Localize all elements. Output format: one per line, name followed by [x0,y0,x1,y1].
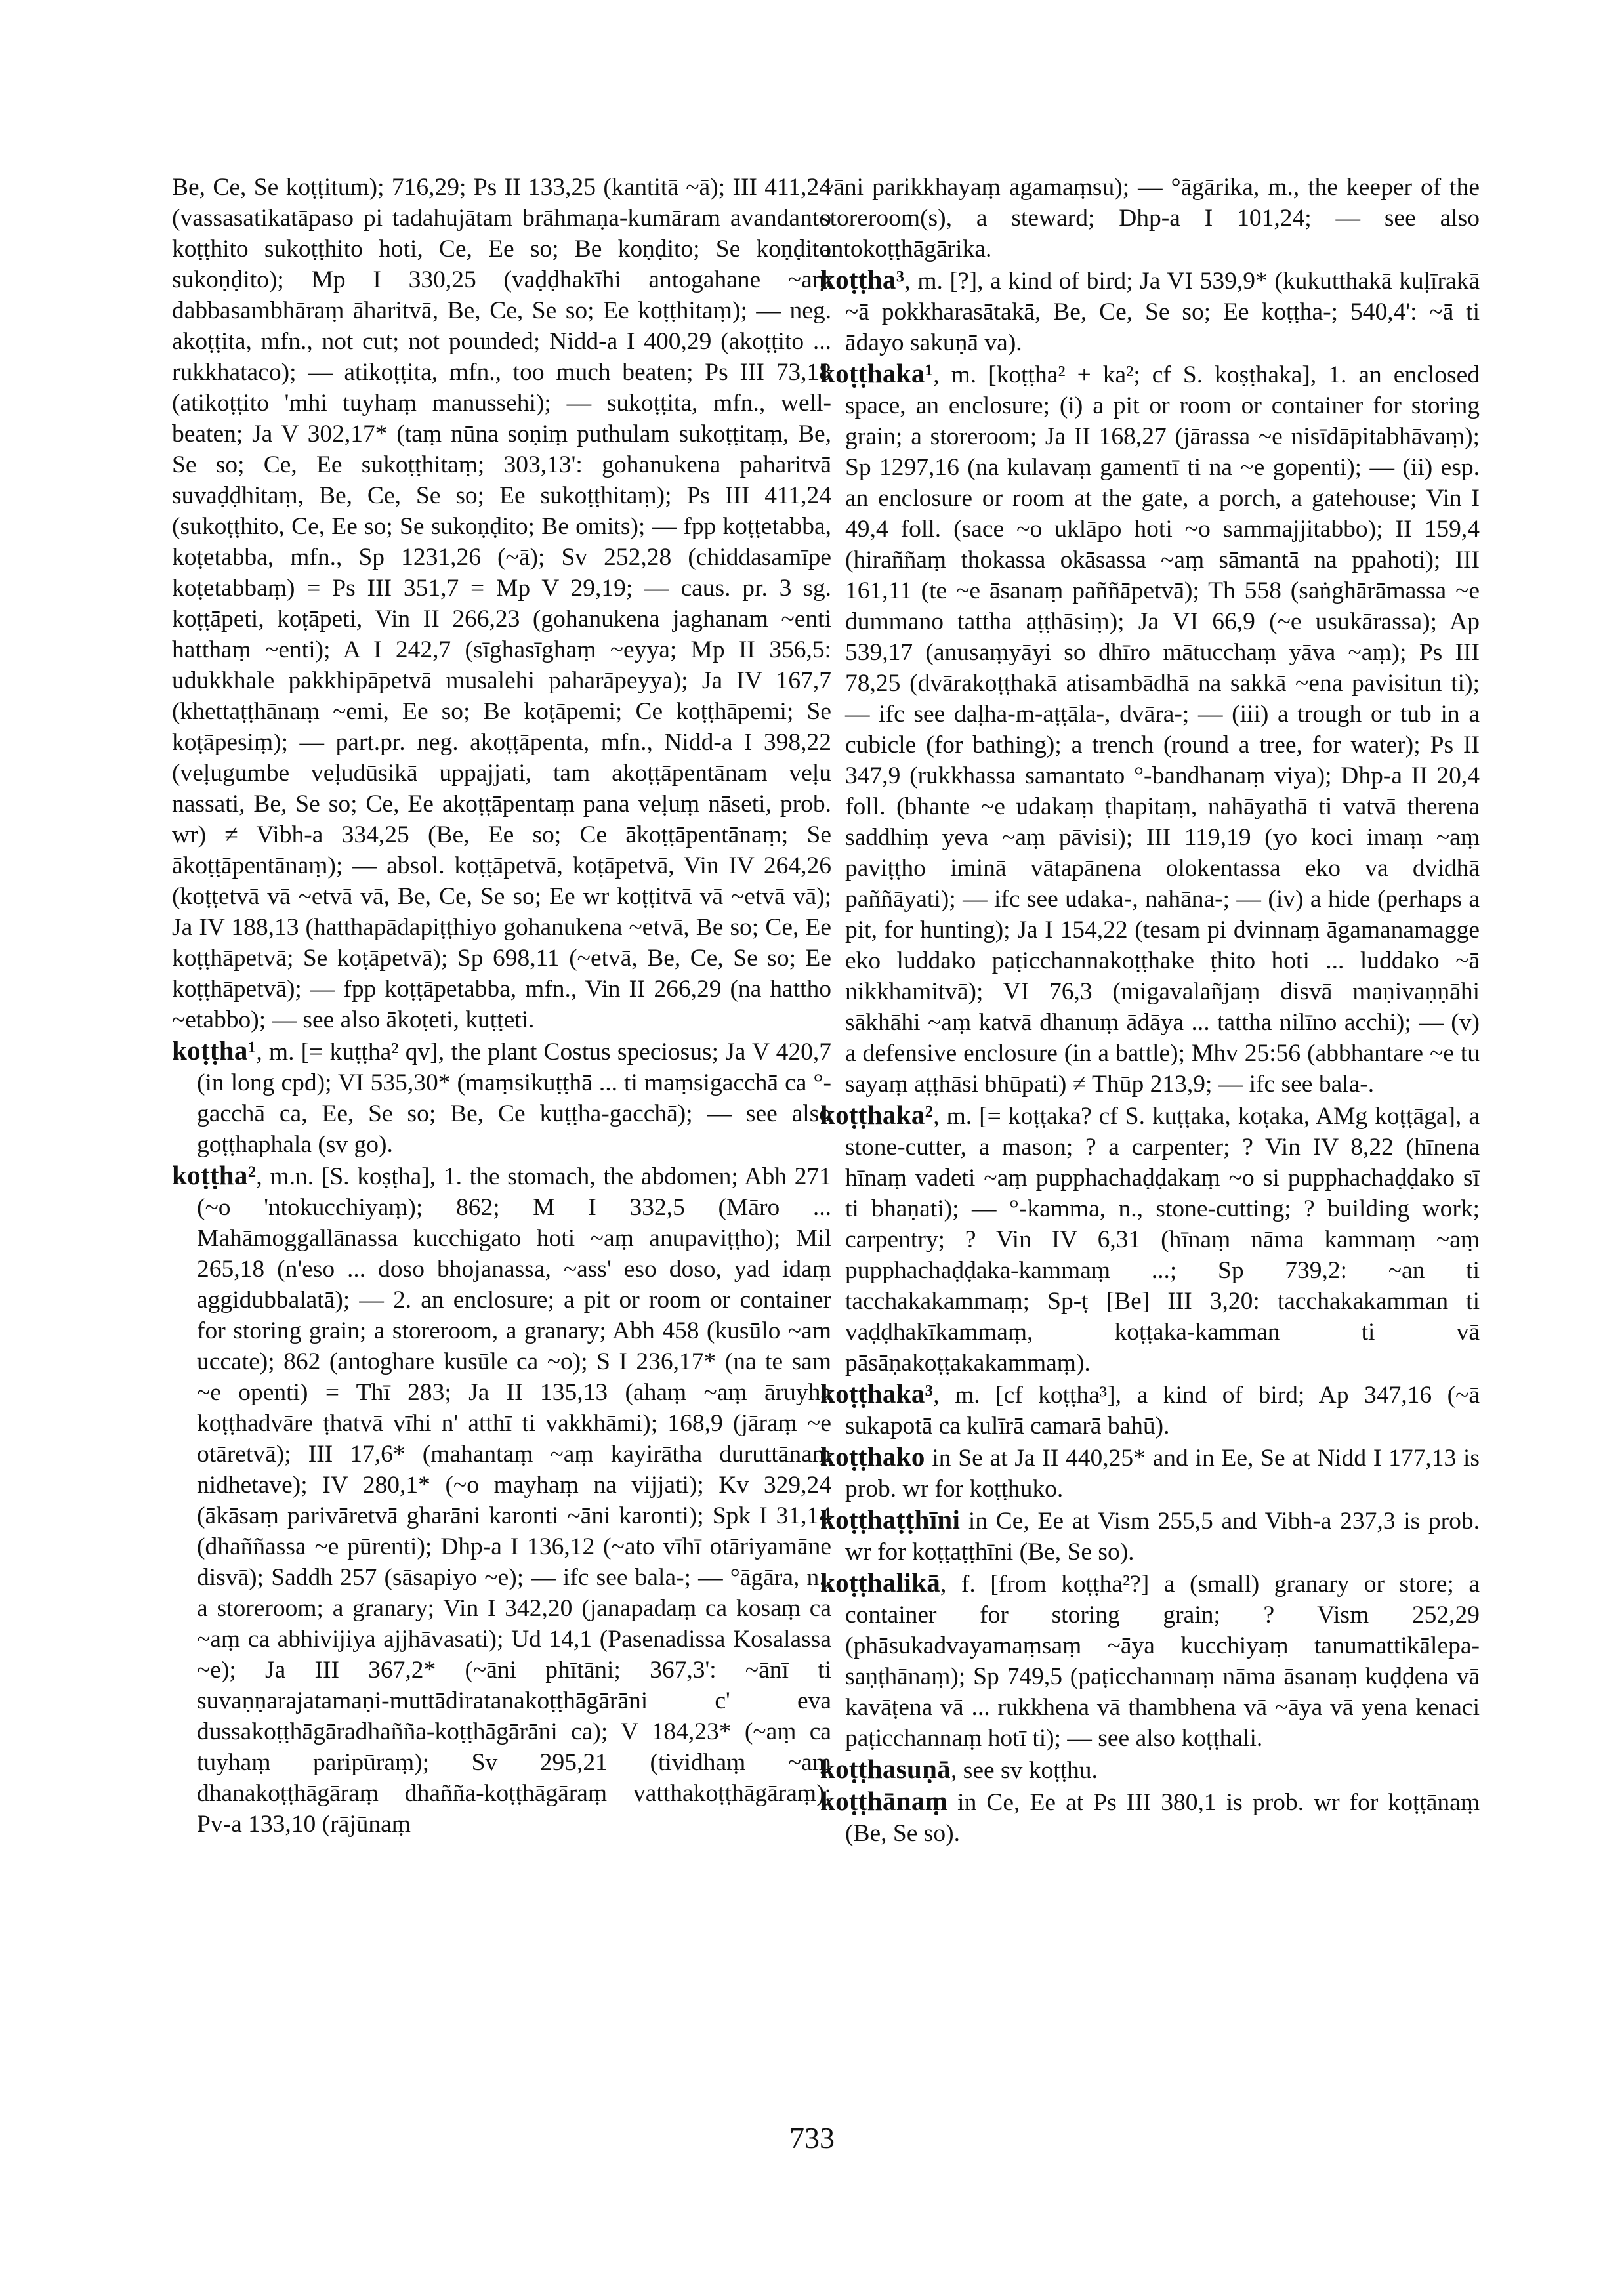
entry-definition: in Ce, Ee at Ps III 380,1 is prob. wr for koṭṭānaṃ (Be, Se so). [845,1789,1480,1847]
entry-headword: koṭṭha³ [820,264,905,295]
entry-headword: koṭṭhasuṇā [820,1754,951,1784]
entry-headword: koṭṭhaṭṭhīni [820,1504,961,1535]
entry-headword: koṭṭhaka² [820,1100,934,1130]
dictionary-entry [820,1100,1480,1378]
page-number: 733 [789,2121,835,2155]
entry-headword: koṭṭhalikā [820,1567,940,1598]
continued-entry-text: ~āni parikkhayaṃ agamaṃsu); — °āgārika, m., the keeper of the storeroom(s), a steward; Dhp-a I 101,24; — see also antokoṭṭhāgārika. [820,174,1480,262]
entry-definition: , f. [from koṭṭha²?] a (small) granary or store; a container for storing grain; ? Vism 252,29 (phāsukadvayamaṃsaṃ ~āya kucchiyaṃ tanumattikālepa-saṇṭhānaṃ); Sp 749,5 (paṭicchannaṃ nāma āsanaṃ kuḍḍena vā kavāṭena vā ... rukkhena vā thambhena vā ~āya vā yena kenaci paṭicchannaṃ hotī ti); — see also koṭṭhali. [845,1571,1480,1752]
dictionary-entry [820,1567,1480,1754]
entry-definition: , m. [?], a kind of bird; Ja VI 539,9* (kukutthakā kuḷīrakā ~ā pokkharasātakā, Be, Ce, Se so; Ee koṭṭha-; 540,4': ~ā ti ādayo sakuṇā va). [845,268,1480,356]
continued-entry-text: Be, Ce, Se koṭṭitum); 716,29; Ps II 133,25 (kantitā ~ā); III 411,24 (vassasatikatāpaso pi tadahujātam brāhmaṇa-kumāram avandanto koṭṭhito sukoṭṭhito hoti, Ce, Ee so; Be koṇḍito; Se koṇḍito sukoṇḍito); Mp I 330,25 (vaḍḍhakīhi antogahane ~aṃ dabbasambhāraṃ āharitvā, Be, Ce, Se so; Ee koṭṭhitaṃ); — neg. akoṭṭita, mfn., not cut; not pounded; Nidd-a I 400,29 (akoṭṭito ... rukkhataco); — atikoṭṭita, mfn., too much beaten; Ps III 73,18 (atikoṭṭito 'mhi tuyhaṃ manussehi); — sukoṭṭita, mfn., well-beaten; Ja V 302,17* (taṃ nūna soṇiṃ puthulam sukoṭṭitaṃ, Be, Se so; Ce, Ee sukoṭṭhitaṃ; 303,13': gohanukena paharitvā suvaḍḍhitaṃ, Be, Ce, Se so; Ee sukoṭṭhitaṃ); Ps III 411,24 (sukoṭṭhito, Ce, Ee so; Se sukoṇḍito; Be omits); — fpp koṭṭetabba, koṭetabba, mfn., Sp 1231,26 (~ā); Sv 252,28 (chiddasamīpe koṭetabbaṃ) = Ps III 351,7 = Mp V 29,19; — caus. pr. 3 sg. koṭṭāpeti, koṭāpeti, Vin II 266,23 (gohanukena jaghanam ~enti hatthaṃ ~enti); A I 242,7 (sīghasīghaṃ ~eyya; Mp II 356,5: udukkhale pakkhipāpetvā musalehi paharāpeyya); Ja IV 167,7 (khettaṭṭhānaṃ ~emi, Ee so; Be koṭāpemi; Ce koṭṭhāpemi; Se koṭāpesiṃ); — part.pr. neg. akoṭṭāpenta, mfn., Nidd-a I 398,22 (veḷugumbe veḷudūsikā uppajjati, tam akoṭṭāpentānam veḷu nassati, Be, Se so; Ce, Ee akoṭṭāpentaṃ pana veḷuṃ nāseti, prob. wr) ≠ Vibh-a 334,25 (Be, Ee so; Ce ākoṭṭāpentānaṃ; Se ākoṭṭāpentānaṃ); — absol. koṭṭāpetvā, koṭāpetvā, Vin IV 264,26 (koṭṭetvā vā ~etvā vā, Be, Ce, Se so; Ee wr koṭṭitvā vā ~etvā vā); Ja IV 188,13 (hatthapādapiṭṭhiyo gohanukena ~etvā, Be so; Ce, Ee koṭṭhāpetvā; Se koṭāpetvā); Sp 698,11 (~etvā, Be, Ce, Se so; Ee koṭṭhāpetvā); — fpp koṭṭāpetabba, mfn., Vin II 266,29 (na hattho ~etabbo); — see also ākoṭeti, kuṭṭeti. [172,174,831,1033]
dictionary-entry [820,1754,1480,1786]
entry-headword: koṭṭhako [820,1441,925,1472]
entry-definition: , m. [cf koṭṭha³], a kind of bird; Ap 347,16 (~ā sukapotā ca kulīrā camarā bahū). [845,1382,1480,1439]
dictionary-entry [172,1035,831,1160]
entry-headword: koṭṭha² [172,1160,257,1190]
dictionary-entry [820,1504,1480,1567]
entry-definition: , see sv koṭṭhu. [950,1757,1098,1784]
left-column [172,172,831,1840]
dictionary-entry [820,1378,1480,1441]
dictionary-entry [820,264,1480,358]
right-column [820,172,1480,1849]
entry-definition: , m.n. [S. koṣṭha], 1. the stomach, the abdomen; Abh 271 (~o 'ntokucchiyaṃ); 862; M I 332,5 (Māro ... Mahāmoggallānassa kucchigato hoti ~aṃ anupaviṭṭho); Mil 265,18 (n'eso ... doso bhojanassa, ~ass' eso doso, yad idaṃ aggidubbalatā); — 2. an enclosure; a pit or room or container for storing grain; a storeroom, a granary; Abh 458 (kusūlo ~am uccate); 862 (antoghare kusūle ca ~o); S I 236,17* (na te sam ~e openti) = Thī 283; Ja II 135,13 (ahaṃ ~aṃ āruyha koṭṭhadvāre ṭhatvā vīhi n' atthī ti vakkhāmi); 168,9 (jāraṃ ~e otāretvā); III 17,6* (mahantaṃ ~aṃ kayirātha duruttānaṃ nidhetave); IV 280,1* (~o mayhaṃ na vijjati); Kv 329,24 (ākāsaṃ parivāretvā gharāni karonti ~āni karonti); Spk I 31,14 (dhaññassa ~e pūrenti); Dhp-a I 136,12 (~ato vīhī otāriyamāne disvā); Saddh 257 (sāsapiyo ~e); — ifc see bala-; — °āgāra, n., a storeroom; a granary; Vin I 342,20 (janapadaṃ ca kosaṃ ca ~aṃ ca abhivijiya ajjhāvasati); Ud 14,1 (Pasenadissa Kosalassa ~e); Ja III 367,2* (~āni phītāni; 367,3': ~ānī ti suvaṇṇarajatamaṇi-muttādiratanakoṭṭhāgārāni c' eva dussakoṭṭhāgāradhañña-koṭṭhāgārāni ca); V 184,23* (~aṃ ca tuyhaṃ paripūraṃ); Sv 295,21 (tividhaṃ ~aṃ dhanakoṭṭhāgāraṃ dhañña-koṭṭhāgāraṃ vatthakoṭṭhāgāraṃ); Pv-a 133,10 (rājūnaṃ [197,1163,831,1838]
dictionary-entry [820,358,1480,1100]
dictionary-entry [820,1786,1480,1849]
dictionary-entry [820,1441,1480,1504]
entry-definition: , m. [= koṭṭaka? cf S. kuṭṭaka, koṭaka, AMg koṭṭāga], a stone-cutter, a mason; ? a carpenter; ? Vin IV 8,22 (hīnena hīnaṃ vadeti ~aṃ pupphachaḍḍakaṃ ~o si pupphachaḍḍako sī ti bhaṇati); — °-kamma, n., stone-cutting; ? building work; carpentry; ? Vin IV 6,31 (hīnaṃ nāma kammaṃ ~aṃ pupphachaḍḍaka-kammaṃ ...; Sp 739,2: ~an ti tacchakakammaṃ; Sp-ṭ [Be] III 3,20: tacchakakamman ti vaḍḍhakīkammaṃ, koṭṭaka-kamman ti vā pāsāṇakoṭṭakakammaṃ). [845,1103,1480,1376]
entry-definition: , m. [= kuṭṭha² qv], the plant Costus speciosus; Ja V 420,7 (in long cpd); VI 535,30* (maṃsikuṭṭhā ... ti maṃsigacchā ca °-gacchā ca, Ee, Se so; Be, Ce kuṭṭha-gacchā); — see also goṭṭhaphala (sv go). [197,1039,831,1158]
entry-headword: koṭṭha¹ [172,1035,257,1065]
entry-definition: in Se at Ja II 440,25* and in Ee, Se at Nidd I 177,13 is prob. wr for koṭṭhuko. [845,1445,1480,1502]
entry-headword: koṭṭhaka¹ [820,358,934,388]
entry-headword: koṭṭhaka³ [820,1378,934,1409]
entry-definition: , m. [koṭṭha² + ka²; cf S. koṣṭhaka], 1. an enclosed space, an enclosure; (i) a pit or room or container for storing grain; a storeroom; Ja II 168,27 (jārassa ~e nisīdāpitabhāvaṃ); Sp 1297,16 (na kulavaṃ gamentī ti na ~e gopenti); — (ii) esp. an enclosure or room at the gate, a porch, a gatehouse; Vin I 49,4 foll. (sace ~o uklāpo hoti ~o sammajjitabbo); II 159,4 (hiraññaṃ thokassa okāsassa ~aṃ sāmantā na ppahoti); III 161,11 (te ~e āsanaṃ paññāpetvā); Th 558 (saṅghārāmassa ~e dummano tattha aṭṭhāsiṃ); Ja VI 66,9 (~e usukārassa); Ap 539,17 (anusaṃyāyi so dhīro mātucchaṃ yāva ~aṃ); Ps III 78,25 (dvārakoṭṭhakā atisambādhā na sakkā ~ena pavisitun ti); — ifc see daḷha-m-aṭṭāla-, dvāra-; — (iii) a trough or tub in a cubicle (for bathing); a trench (round a tree, for water); Ps II 347,9 (rukkhassa samantato °-bandhanaṃ viya); Dhp-a II 20,4 foll. (bhante ~e udakaṃ ṭhapitaṃ, nahāyathā ti vatvā therena saddhiṃ yeva ~aṃ pāvisi); III 119,19 (yo koci imaṃ ~aṃ paviṭṭho iminā vātapānena olokentassa eko va dvidhā paññāyati); — ifc see udaka-, nahāna-; — (iv) a hide (perhaps a pit, for hunting); Ja I 154,22 (tesam pi dvinnaṃ āgamanamagge eko luddako paṭicchannakoṭṭhake ṭhito hoti ... luddako ~ā nikkhamitvā); VI 76,3 (migavalañjaṃ disvā maṇivaṇṇāhi sākhāhi ~aṃ katvā dhanuṃ ādāya ... tattha nilīno acchi); — (v) a defensive enclosure (in a battle); Mhv 25:56 (abbhantare ~e tu sayaṃ aṭṭhāsi bhūpati) ≠ Thūp 213,9; — ifc see bala-. [845,362,1480,1098]
entry-headword: koṭṭhānaṃ [820,1786,948,1816]
entry-definition: in Ce, Ee at Vism 255,5 and Vibh-a 237,3 is prob. wr for koṭṭaṭṭhīni (Be, Se so). [845,1508,1480,1565]
dictionary-entry [172,1160,831,1840]
